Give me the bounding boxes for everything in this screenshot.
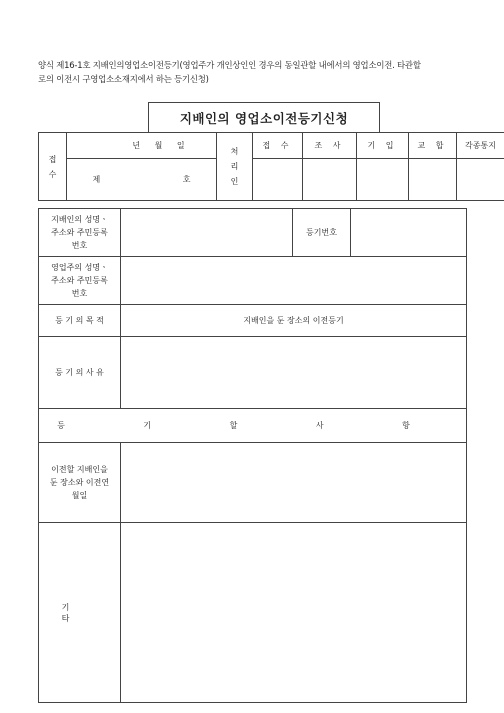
application-table (38, 208, 467, 703)
form-header (38, 58, 468, 86)
reg-no-label: 등기번호 (293, 209, 351, 257)
manager-value[interactable] (121, 209, 293, 257)
cell-check[interactable] (409, 159, 457, 201)
purpose-label: 등 기 의 목 적 (39, 305, 121, 337)
cell-entry[interactable] (357, 159, 409, 201)
cell-receipt[interactable] (253, 159, 303, 201)
relocation-value[interactable] (121, 443, 467, 523)
cell-review[interactable] (303, 159, 357, 201)
col-receipt: 접 수 (253, 133, 303, 159)
col-check: 교 합 (409, 133, 457, 159)
handler-label: 처 리 인 (217, 133, 253, 201)
manager-label: 지배인의 성명ㆍ주소와 주민등록번호 (39, 209, 121, 257)
col-entry: 기 입 (357, 133, 409, 159)
reason-value[interactable] (121, 337, 467, 409)
other-label: 기 타 (39, 523, 121, 703)
owner-label: 영업주의 성명ㆍ주소와 주민등록번호 (39, 257, 121, 305)
purpose-value: 지배인을 둔 장소의 이전등기 (121, 305, 467, 337)
matters-heading: 등 기 할 사 항 (39, 409, 467, 443)
col-notice: 각종통지 (457, 133, 504, 159)
header-line-2: 로의 이전시 구영업소소재지에서 하는 등기신청) (38, 74, 209, 84)
header-line-1: 양식 제16-1호 지배인의영업소이전등기(영업주가 개인상인인 경우의 동일관할 내에서의 영업소이전. 타관할 (38, 60, 421, 70)
relocation-label: 이전할 지배인을 둔 장소와 이전연월일 (39, 443, 121, 523)
reason-label: 등 기 의 사 유 (39, 337, 121, 409)
receipt-number: 제 호 (67, 159, 217, 201)
receipt-date: 년 월 일 (67, 133, 217, 159)
cell-notice[interactable] (457, 159, 504, 201)
other-value[interactable] (121, 523, 467, 703)
reg-no-value[interactable] (351, 209, 467, 257)
owner-value[interactable] (121, 257, 467, 305)
receipt-table (38, 132, 504, 201)
form-title: 지배인의 영업소이전등기신청 (148, 102, 380, 133)
col-review: 조 사 (303, 133, 357, 159)
receipt-label: 접 수 (39, 133, 67, 201)
